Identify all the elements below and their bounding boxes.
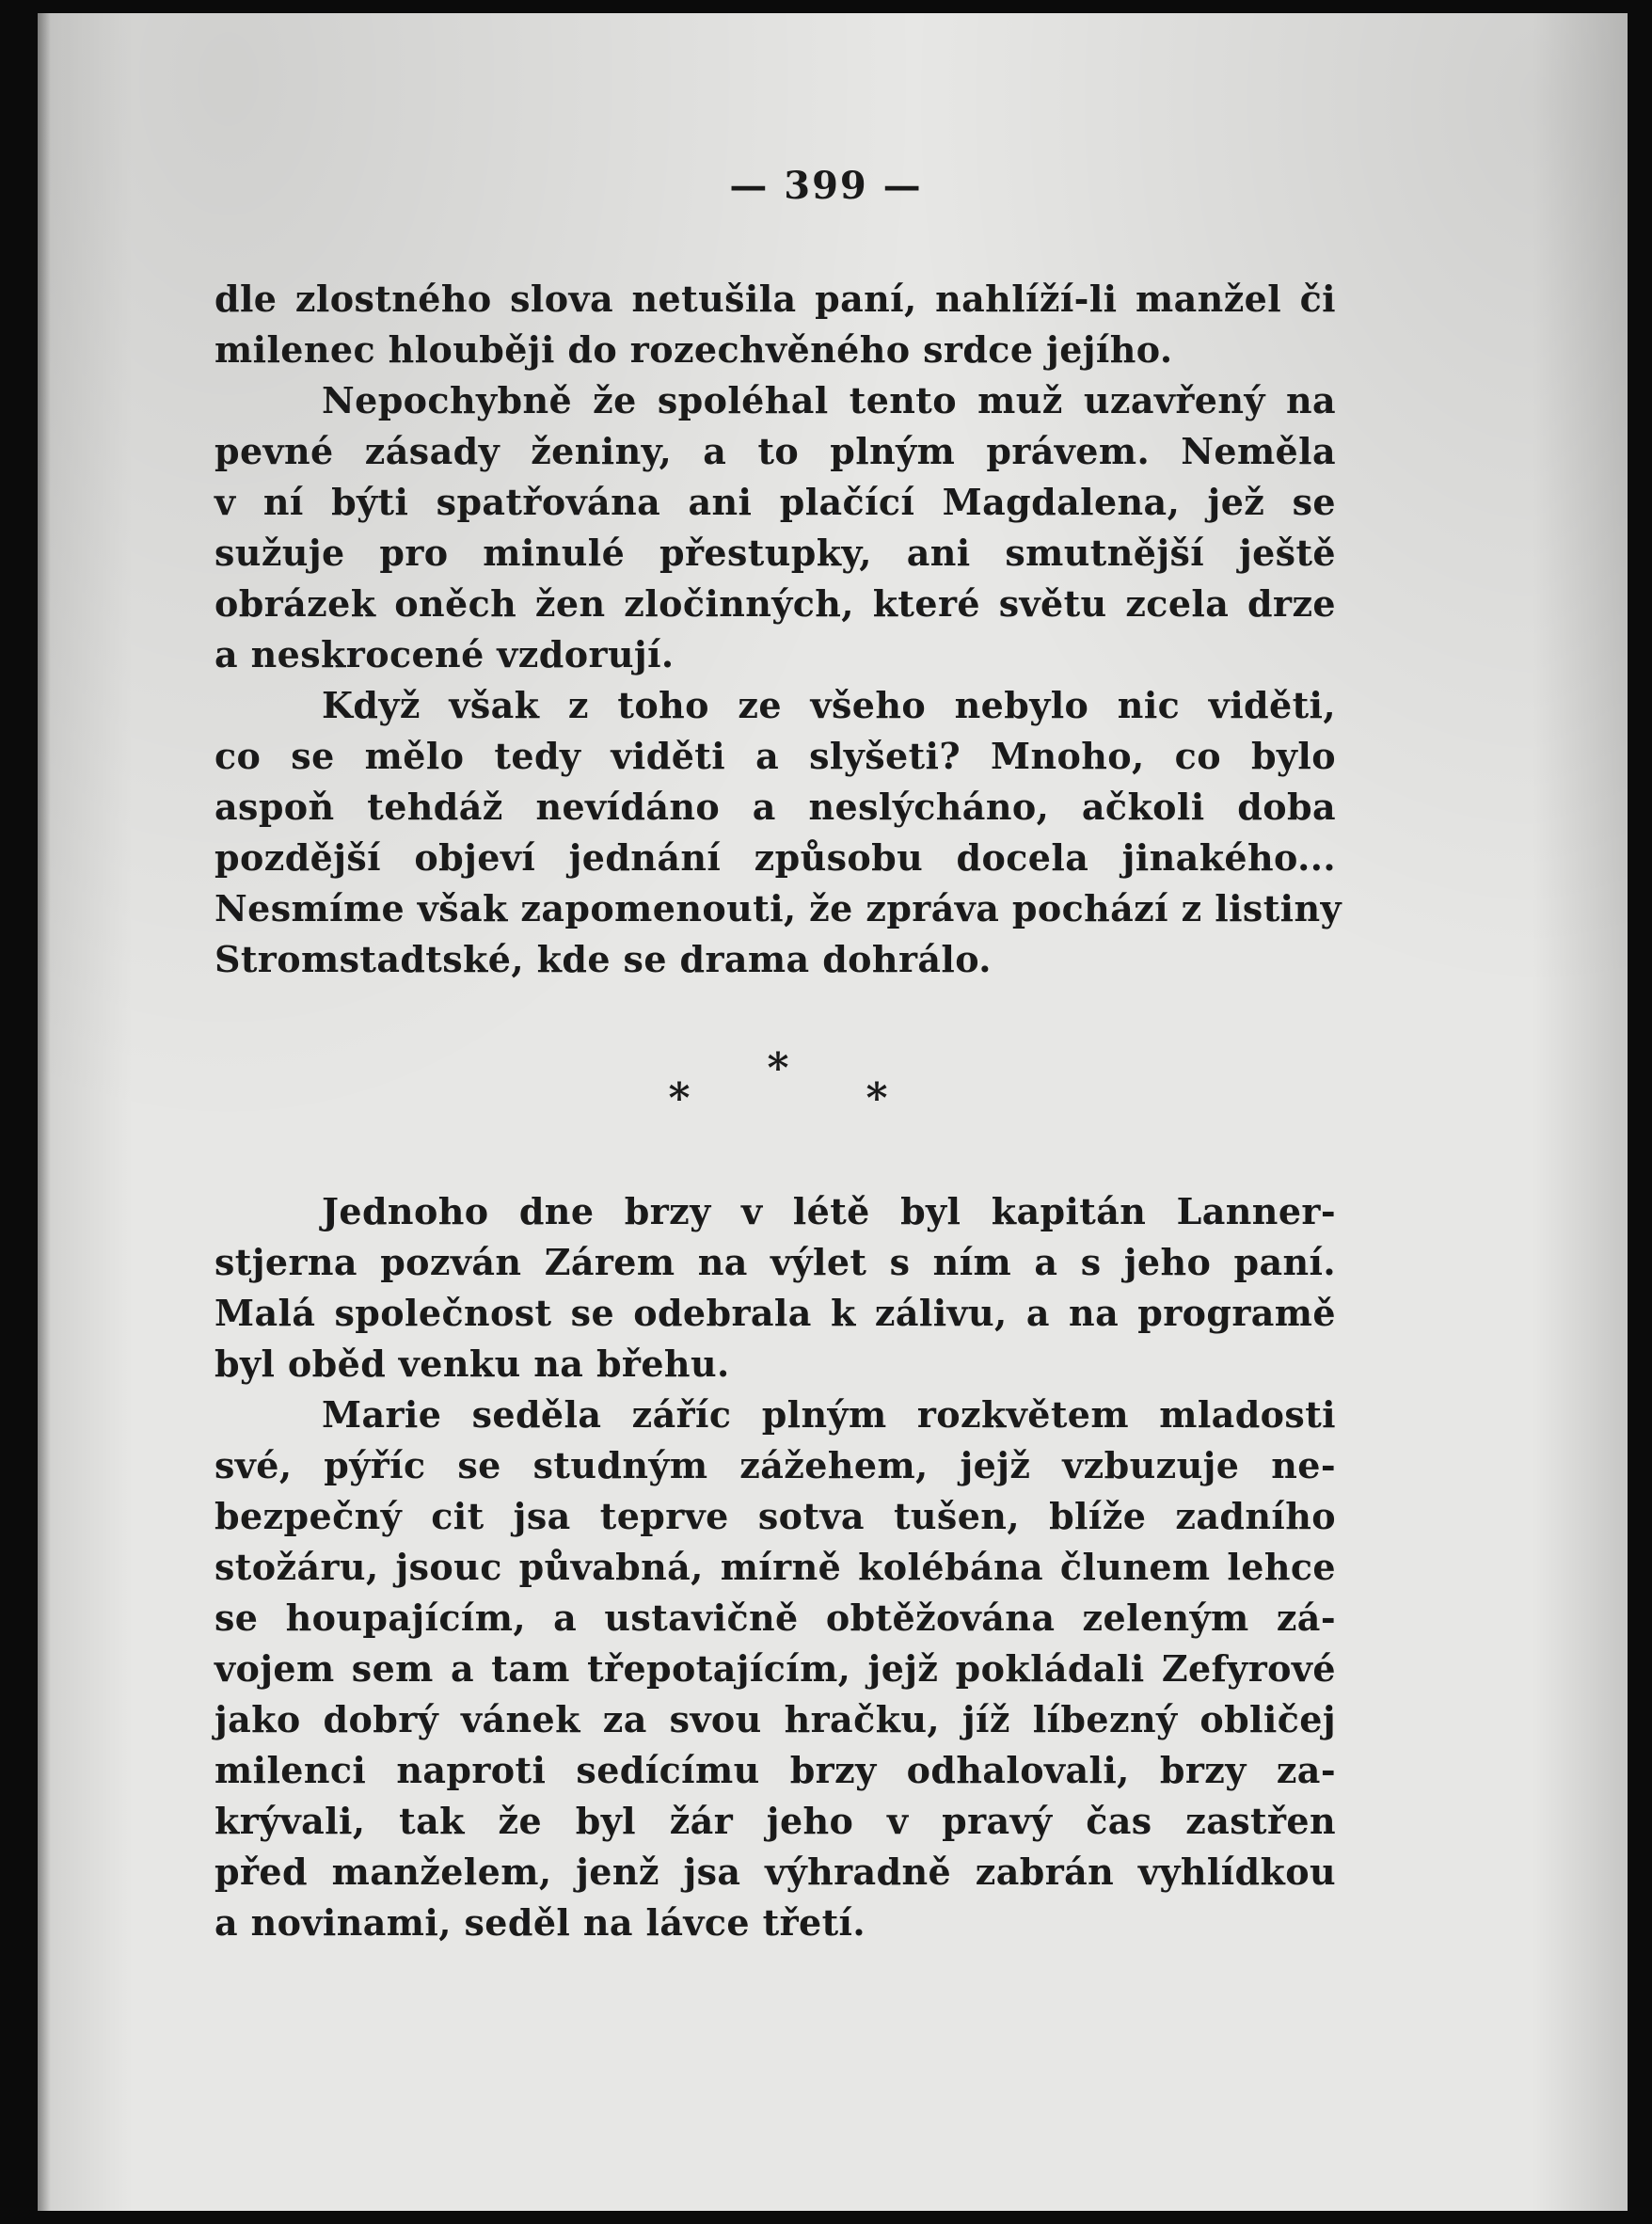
text-line: Když však z toho ze všeho nebylo nic viděti, [322,684,1336,726]
text-line: se houpajícím, a ustavičně obtěžována zeleným zá- [214,1597,1336,1639]
text-line: Malá společnost se odebrala k zálivu, a na programě [214,1292,1336,1334]
text-line: stožáru, jsouc půvabná, mírně kolébána člunem lehce [214,1546,1336,1588]
text-line: byl oběd venku na břehu. [214,1342,730,1385]
text-line: a novinami, seděl na lávce třetí. [214,1901,866,1944]
text-line: dle zlostného slova netušila paní, nahlíží-li manžel či [214,278,1336,320]
text-line: milenec hlouběji do rozechvěného srdce jejího. [214,328,1173,371]
page-number: — 399 — [729,164,923,208]
text-line: před manželem, jenž jsa výhradně zabrán vyhlídkou [214,1851,1336,1893]
asterisk-icon: * [767,1044,789,1092]
text-line: Marie seděla záříc plným rozkvětem mladosti [322,1393,1336,1436]
text-line: krývali, tak že byl žár jeho v pravý čas zastřen [214,1800,1336,1842]
text-line: co se mělo tedy viděti a slyšeti? Mnoho, co bylo [214,735,1336,777]
text-line: v ní býti spatřována ani plačící Magdalena, jež se [214,481,1336,523]
text-line: sužuje pro minulé přestupky, ani smutnější ještě [214,532,1336,574]
text-line: Nesmíme však zapomenouti, že zpráva pochází z listiny [214,887,1342,929]
text-line: jako dobrý vánek za svou hračku, jíž líbezný obličej [214,1698,1336,1740]
text-line: pevné zásady ženiny, a to plným právem. Neměla [214,430,1336,472]
text-line: vojem sem a tam třepotajícím, jejž pokládali Zefyrové [214,1647,1336,1690]
text-line: obrázek oněch žen zločinných, které světu zcela drze [214,582,1336,625]
text-line: aspoň tehdáž nevídáno a neslýcháno, ačkoli doba [214,786,1336,828]
text-line: své, pýříc se studným zážehem, jejž vzbuzuje ne- [214,1444,1336,1486]
text-line: stjerna pozván Zárem na výlet s ním a s jeho paní. [214,1241,1336,1283]
text-line: Jednoho dne brzy v létě byl kapitán Lanner- [322,1190,1336,1232]
text-line: Stromstadtské, kde se drama dohrálo. [214,938,992,980]
asterisk-icon: * [668,1074,691,1122]
text-line: bezpečný cit jsa teprve sotva tušen, blíže zadního [214,1495,1336,1537]
text-line: pozdější objeví jednání způsobu docela jinakého... [214,836,1336,879]
text-line: a neskrocené vzdorují. [214,633,675,675]
text-line: milenci naproti sedícímu brzy odhalovali, brzy za- [214,1749,1336,1791]
text-line: Nepochybně že spoléhal tento muž uzavřený na [322,379,1336,421]
asterisk-icon: * [866,1074,888,1122]
spine-shadow [38,13,51,2211]
